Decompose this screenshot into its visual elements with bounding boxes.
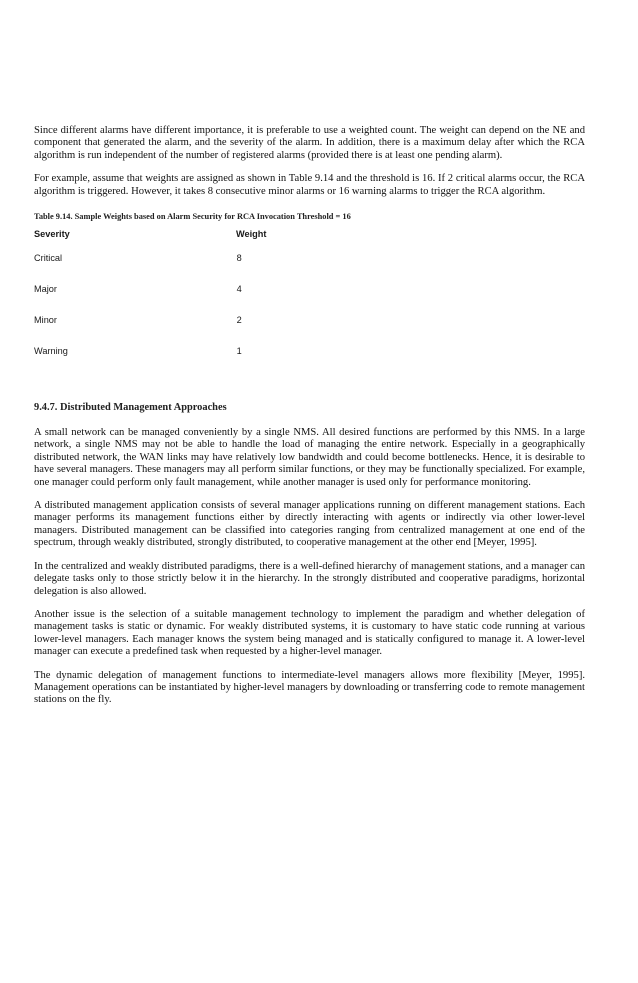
table-row <box>34 283 334 314</box>
table-caption: Table 9.14. Sample Weights based on Alarm Security for RCA Invocation Threshold = 16 <box>34 212 351 222</box>
table-cell-weight: 8 <box>236 253 242 264</box>
section-paragraph: In the centralized and weakly distributed paradigms, there is a well-defined hierarchy of management stations, and a manager can delegate tasks only to those strictly below it in the hierarchy. In the strongly distributed and cooperative paradigms, horizontal delegation is also allowed. <box>34 560 585 597</box>
table-header-row <box>34 228 334 252</box>
document-page <box>34 125 585 718</box>
section-heading: 9.4.7. Distributed Management Approaches <box>34 402 227 414</box>
table-row <box>34 252 334 283</box>
table-cell-weight: 4 <box>236 284 242 295</box>
table-header-weight: Weight <box>236 229 267 240</box>
intro-paragraph-example: For example, assume that weights are assigned as shown in Table 9.14 and the threshold is 16. If 2 critical alarms occur, the RCA algorithm is triggered. However, it takes 8 consecutive minor alarms or 16 warning alarms to trigger the RCA algorithm. <box>34 173 585 197</box>
table-cell-weight: 1 <box>236 346 242 357</box>
table-header-severity: Severity <box>34 229 70 240</box>
table-cell-severity: Critical <box>34 253 63 264</box>
section-paragraph: A distributed management application consists of several manager applications running on different management stations. Each manager performs its management functions either by directly interacting with agents or indirectly via other lower-level managers. Distributed management can be classified into categories ranging from centralized management at one end of the spectrum, through weakly distributed, strongly distributed, to cooperative management at the other end [Meyer, 1995]. <box>34 500 585 549</box>
table-row <box>34 314 334 345</box>
table-cell-severity: Warning <box>34 346 68 357</box>
section-paragraph: The dynamic delegation of management functions to intermediate-level managers allows more flexibility [Meyer, 1995]. Management operations can be instantiated by higher-level managers by downloading or transferring code to remote management stations on the fly. <box>34 669 585 706</box>
intro-paragraph-weighted-count: Since different alarms have different importance, it is preferable to use a weighted count. The weight can depend on the NE and component that generated the alarm, and the severity of the alarm. In addition, there is a maximum delay after which the RCA algorithm is run independent of the number of registered alarms (provided there is at least one pending alarm). <box>34 125 585 161</box>
section-paragraph: Another issue is the selection of a suitable management technology to implement the paradigm and whether delegation of management tasks is static or dynamic. For weakly distributed systems, it is customary to have static code running at various lower-level managers. Each manager knows the system being managed and is statically configured to manage it. A lower-level manager can execute a predefined task when requested by a higher-level manager. <box>34 608 585 658</box>
section-paragraph: A small network can be managed conveniently by a single NMS. All desired functions are performed by this NMS. In a large network, a single NMS may not be able to handle the load of managing the entire network. Especially in a geographically distributed network, the WAN links may have relatively low bandwidth and could become bottlenecks. Hence, it is desirable to have several managers. These managers may all perform similar functions, or they may be functionally specialized. For example, one manager could perform only fault management, while another manager is used only for performance monitoring. <box>34 427 585 488</box>
table-row <box>34 345 334 376</box>
table-cell-weight: 2 <box>236 315 242 326</box>
severity-weight-table <box>34 228 334 376</box>
table-cell-severity: Major <box>34 284 57 295</box>
table-cell-severity: Minor <box>34 315 57 326</box>
